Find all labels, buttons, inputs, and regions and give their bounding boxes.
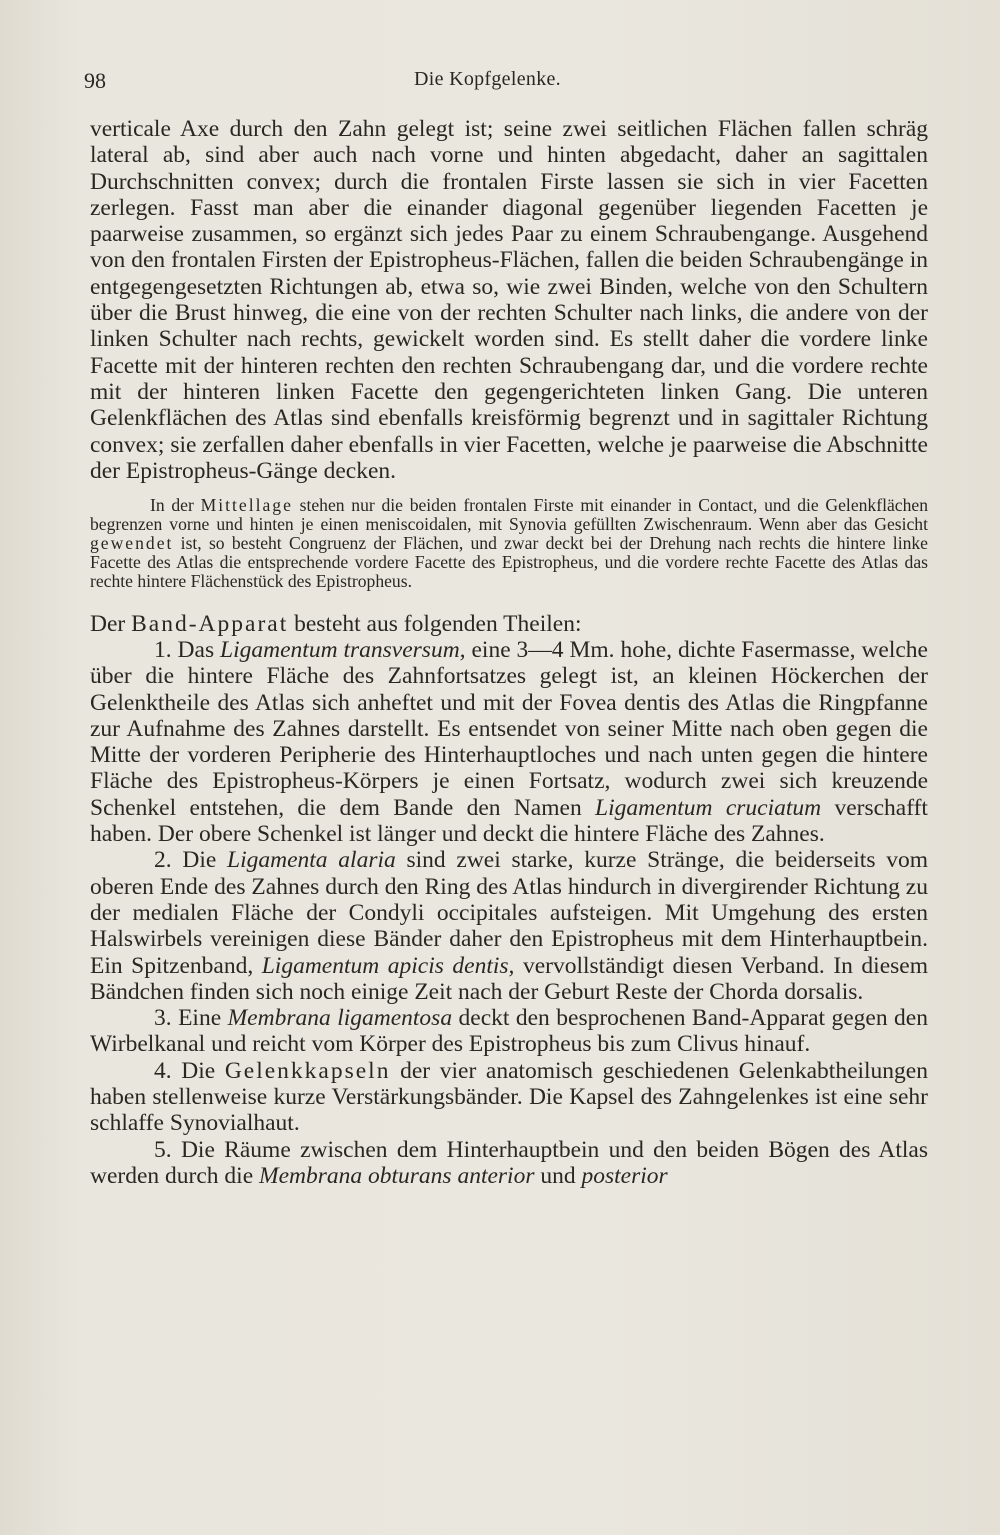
item1-term-transversum: Ligamentum transversum, — [220, 636, 466, 663]
page-body — [90, 116, 928, 1189]
page-header — [84, 68, 924, 102]
note-text-b: stehen nur die beiden frontalen Firste mit einander in Contact, und die Gelenkflächen begrenzen vorne und hinten je einen meniscoidalen, mit Synovia gefüllten Zwischenraum. Wenn aber das Gesicht — [90, 495, 928, 535]
item5-term-posterior: posterior — [581, 1162, 668, 1189]
item5-text-a: 5. Die Räume zwischen dem Hinterhauptbein und den beiden Bögen des Atlas werden durch die — [90, 1136, 928, 1189]
item2-text-c: vervollständigt diesen Verband. In diesem Bändchen finden sich noch einige Zeit nach der Geburt Reste der Chorda dorsalis. — [90, 952, 928, 1005]
item2-text-b: sind zwei starke, kurze Stränge, die beiderseits vom oberen Ende des Zahnes durch den Ring des Atlas hindurch in divergirender Richtung zu der medialen Fläche der Condyli occipitales aufsteigen. Mit Umgehung des ersten Halswirbels vereinigen diese Bänder daher den Epistropheus mit dem Hinterhauptbein. Ein Spitzenband, — [90, 847, 928, 979]
list-item-5 — [90, 1137, 928, 1190]
item4-text-a: 4. Die — [154, 1057, 225, 1084]
note-text-c: ist, so besteht Congruenz der Flächen, und zwar deckt bei der Drehung nach rechts die hintere linke Facette des Atlas die entsprechende vordere Facette des Epistropheus, und die vordere rechte Facette des Atlas das rechte hintere Flächenstück des Epistropheus. — [90, 532, 928, 591]
item4-term-gelenkkapseln: Gelenkkapseln — [224, 1057, 391, 1084]
running-title: Die Kopfgelenke. — [414, 68, 561, 90]
paragraph-band-apparat — [90, 611, 928, 637]
item1-text-c: verschafft haben. Der obere Schenkel ist länger und deckt die hintere Fläche des Zahnes. — [90, 794, 928, 848]
list-item-3 — [90, 1005, 928, 1058]
note-term-mittellage: Mittellage — [200, 495, 293, 516]
small-print-note — [90, 496, 928, 591]
paragraph-facets: verticale Axe durch den Zahn gelegt ist; seine zwei seitlichen Flächen fallen schräg lateral ab, sind aber auch nach vorne und hinten abgedacht, daher an sagittalen Durchschnitten convex; durch die frontalen Firste lassen sie sich in vier Facetten zerlegen. Fasst man aber die einander diagonal gegenüber liegenden Facetten je paarweise zusammen, so ergänzt sich jedes Paar zu einem Schraubengange. Ausgehend von den frontalen Firsten der Epistropheus-Flächen, fallen die beiden Schraubengänge in entgegengesetzten Richtungen ab, etwa so, wie zwei Binden, welche von den Schultern über die Brust hinweg, die eine von der rechten Schulter nach links, die andere von der linken Schulter nach rechts, gewickelt worden sind. Es stellt daher die vordere linke Facette mit der hinteren rechten den rechten Schraubengang dar, und die vordere rechte mit der hinteren linken Facette den gegengerichteten linken Gang. Die unteren Gelenkflächen des Atlas sind ebenfalls kreisförmig begrenzt und in sagittaler Richtung convex; sie zerfallen daher ebenfalls in vier Facetten, welche je paarweise die Abschnitte der Epistropheus-Gänge decken. — [90, 116, 928, 484]
note-text-a: In der — [150, 495, 201, 516]
item2-text-a: 2. Die — [154, 847, 228, 874]
band-term: Band-Apparat — [131, 610, 289, 637]
list-item-4 — [90, 1058, 928, 1137]
item1-text-a: 1. Das — [154, 636, 221, 663]
item5-term-obturans: Membrana obturans anterior — [259, 1162, 535, 1189]
page-number: 98 — [84, 68, 106, 93]
item1-text-b: eine 3—4 Mm. hohe, dichte Fasermasse, welche über die hintere Fläche des Zahnfortsatzes gelegt ist, an kleinen Höckerchen der Gelenktheile des Atlas sich anheftet und mit der Fovea dentis des Atlas die Ringpfanne zur Aufnahme des Zahnes darstellt. Es entsendet von seiner Mitte nach oben gegen die Mitte der vorderen Peripherie des Hinterhauptloches und nach unten gegen die hintere Fläche des Epistropheus-Körpers je einen Fortsatz, wodurch zwei sich kreuzende Schenkel entstehen, die dem Bande den Namen — [90, 636, 928, 821]
item4-text-b: der vier anatomisch geschiedenen Gelenkabtheilungen haben stellenweise kurze Verstärkungsbänder. Die Kapsel des Zahngelenkes ist eine sehr schlaffe Synovialhaut. — [90, 1057, 928, 1137]
item2-term-apicis: Ligamentum apicis dentis, — [261, 952, 515, 979]
note-term-gewendet: gewendet — [90, 532, 174, 553]
band-text-a: Der — [90, 610, 132, 637]
item2-term-alaria: Ligamenta alaria — [227, 847, 396, 874]
item3-term-membrana: Membrana ligamentosa — [227, 1005, 453, 1032]
item3-text-b: deckt den besprochenen Band-Apparat gegen den Wirbelkanal und reicht vom Körper des Epistropheus bis zum Clivus hinauf. — [90, 1005, 928, 1058]
list-item-1 — [90, 637, 928, 847]
band-text-b: besteht aus folgenden Theilen: — [288, 610, 582, 637]
list-item-2 — [90, 847, 928, 1005]
item5-text-b: und — [534, 1162, 582, 1189]
item3-text-a: 3. Eine — [154, 1005, 228, 1032]
item1-term-cruciatum: Ligamentum cruciatum — [595, 794, 822, 821]
